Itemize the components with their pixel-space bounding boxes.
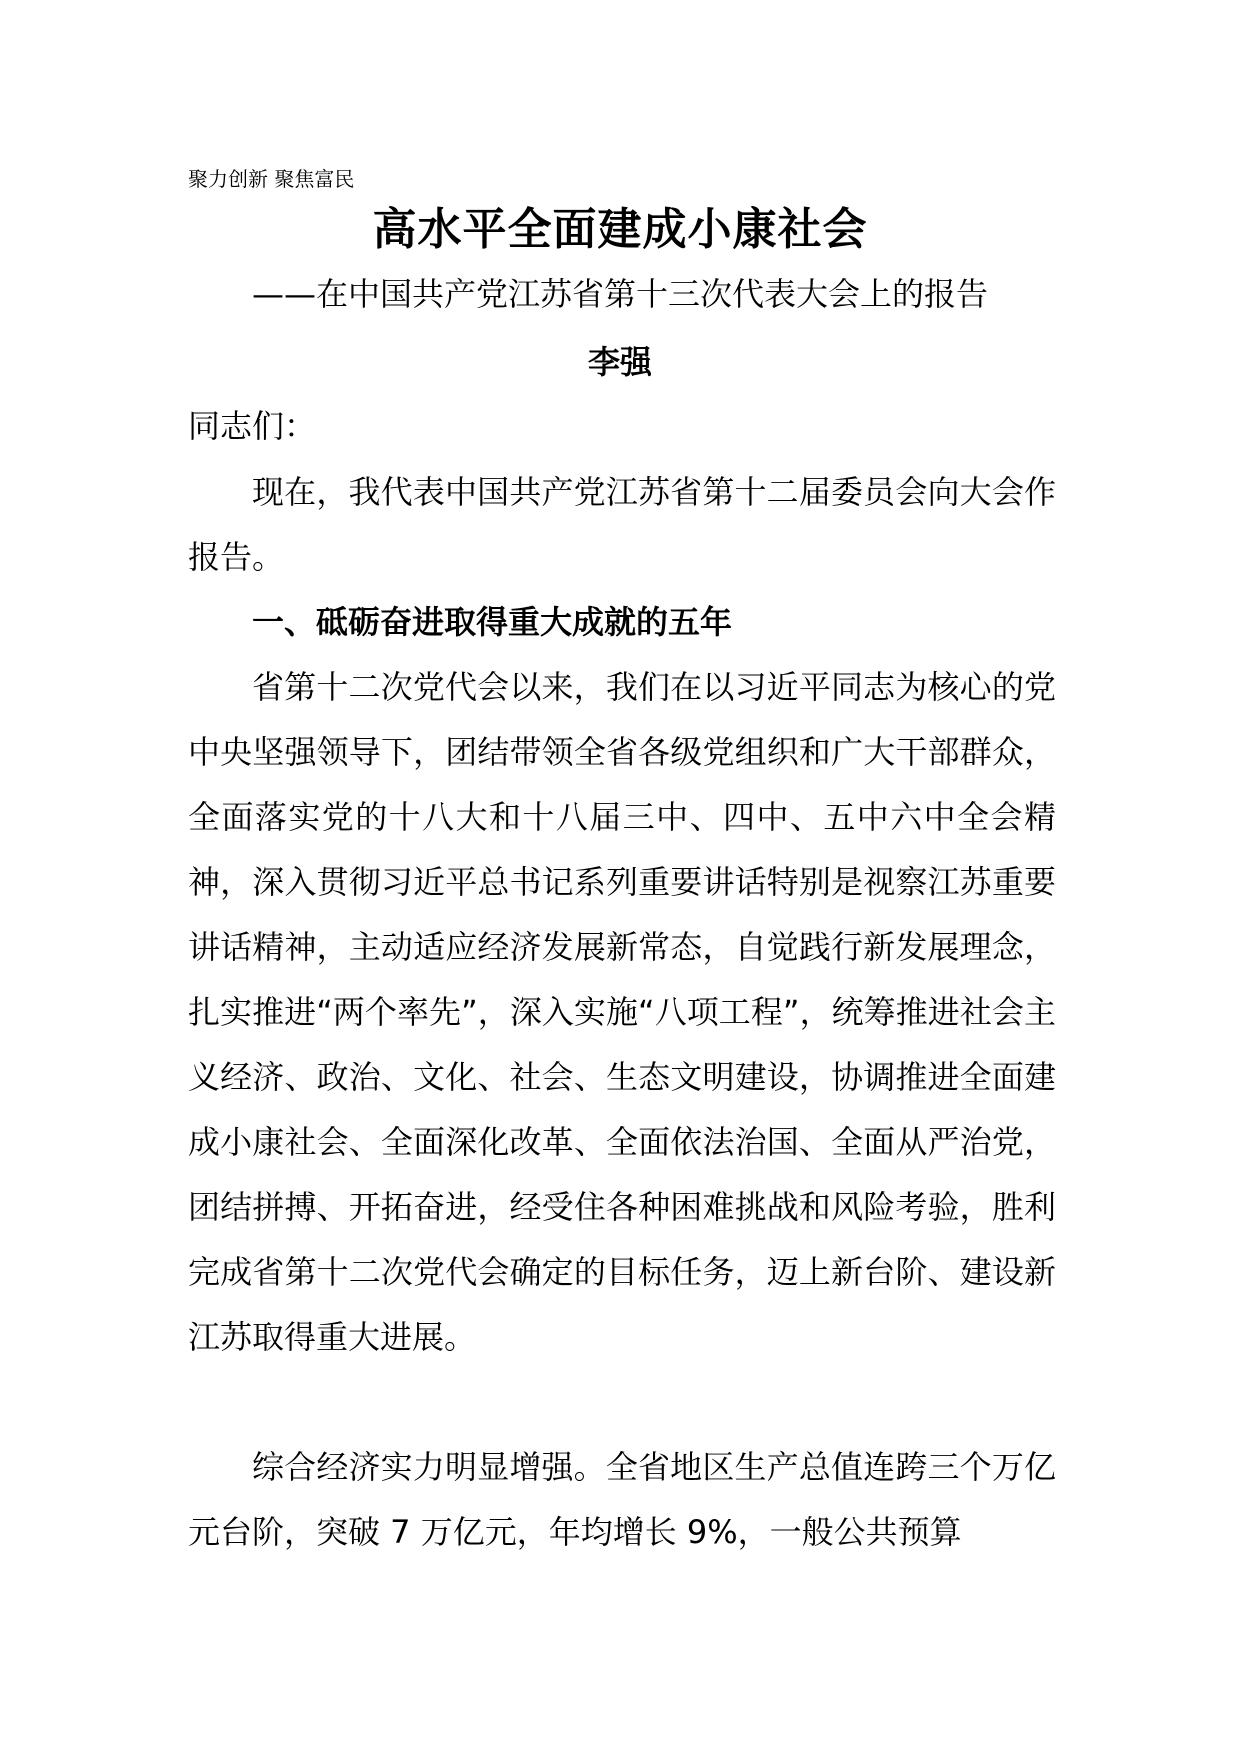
salutation: 同志们： bbox=[188, 407, 317, 445]
document-title: 高水平全面建成小康社会 bbox=[372, 204, 868, 255]
body-paragraph: 省第十二次党代会以来，我们在以习近平同志为核心的党中央坚强领导下，团结带领全省各级党组织和广大干部群众，全面落实党的十八大和十八届三中、四中、五中六中全会精神，深入贯彻习近平总书记系列重要讲话特别是视察江苏重要讲话精神，主动适应经济发展新常态，自觉践行新发展理念，扎实推进“两个率先”，深入实施“八项工程”，统筹推进社会主义经济、政治、文化、社会、生态文明建设，协调推进全面建成小康社会、全面深化改革、全面依法治国、全面从严治党，团结拼搏、开拓奋进，经受住各种困难挑战和风险考验，胜利完成省第十二次党代会确定的目标任务，迈上新台阶、建设新江苏取得重大进展。 bbox=[188, 668, 1056, 1356]
header-note: 聚力创新 聚焦富民 bbox=[188, 167, 355, 191]
section-heading: 一、砥砺奋进取得重大成就的五年 bbox=[252, 603, 733, 641]
intro-paragraph: 现在，我代表中国共产党江苏省第十二届委员会向大会作报告。 bbox=[188, 473, 1056, 576]
author-name: 李强 bbox=[587, 343, 652, 381]
section-1-block bbox=[188, 590, 1056, 1370]
document-subtitle: ——在中国共产党江苏省第十三次代表大会上的报告 bbox=[251, 275, 988, 313]
economy-block bbox=[188, 1435, 1056, 1565]
intro-block bbox=[188, 460, 1056, 590]
body-paragraph-economy: 综合经济实力明显增强。全省地区生产总值连跨三个万亿元台阶，突破 7 万亿元，年均增长 9%，一般公共预算 bbox=[188, 1448, 1056, 1551]
